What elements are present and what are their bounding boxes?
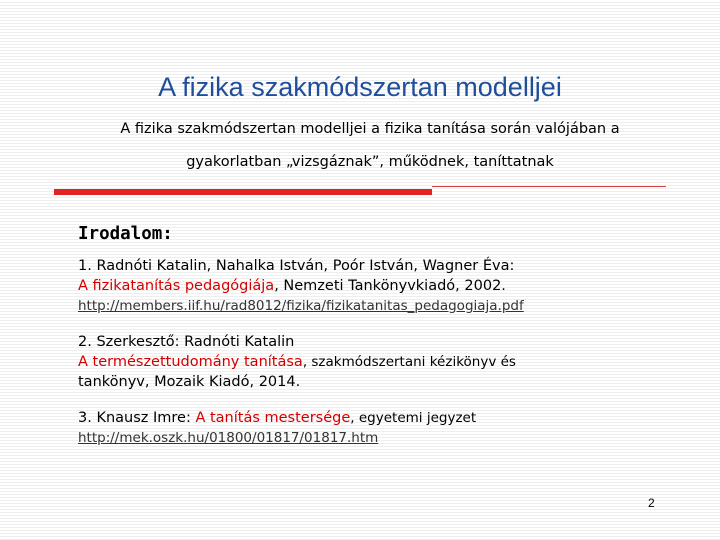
subtitle-line-1: A fizika szakmódszertan modelljei a fizika tanítása során valójában a	[120, 121, 620, 137]
reference-1-authors: 1. Radnóti Katalin, Nahalka István, Poór István, Wagner Éva:	[78, 258, 515, 274]
reference-2-title-line	[78, 352, 678, 372]
subtitle-line-2: gyakorlatban „vizsgáznak”, működnek, taníttatnak	[186, 154, 554, 170]
reference-2-publisher: tankönyv, Mozaik Kiadó, 2014.	[78, 374, 301, 390]
reference-3-link[interactable]: http://mek.oszk.hu/01800/01817/01817.htm	[78, 430, 379, 446]
reference-2-editor: 2. Szerkesztő: Radnóti Katalin	[78, 334, 295, 350]
reference-2-book-title: A természettudomány tanítása	[78, 354, 303, 370]
reference-3-type: , egyetemi jegyzet	[350, 410, 477, 426]
page-number: 2	[648, 496, 655, 510]
reference-1	[78, 256, 678, 316]
reference-3-author: 3. Knausz Imre:	[78, 410, 196, 426]
reference-3	[78, 408, 678, 448]
reference-3-book-title: A tanítás mestersége	[195, 410, 351, 426]
reference-3-title-line	[78, 408, 678, 428]
accent-bar	[54, 189, 432, 195]
reference-2	[78, 332, 678, 392]
reference-1-link[interactable]: http://members.iif.hu/rad8012/fizika/fizikatanitas_pedagogiaja.pdf	[78, 298, 524, 314]
reference-1-book-title: A fizikatanítás pedagógiája	[78, 278, 275, 294]
literature-heading: Irodalom:	[78, 224, 173, 244]
reference-1-title-line	[78, 276, 678, 296]
slide-subtitle	[80, 113, 660, 179]
reference-1-publisher: , Nemzeti Tankönyvkiadó, 2002.	[274, 278, 506, 294]
slide-title: A fizika szakmódszertan modelljei	[158, 72, 562, 102]
reference-2-subtitle: , szakmódszertani kézikönyv és	[302, 354, 516, 370]
divider-line	[432, 186, 666, 187]
literature-section	[78, 224, 678, 464]
